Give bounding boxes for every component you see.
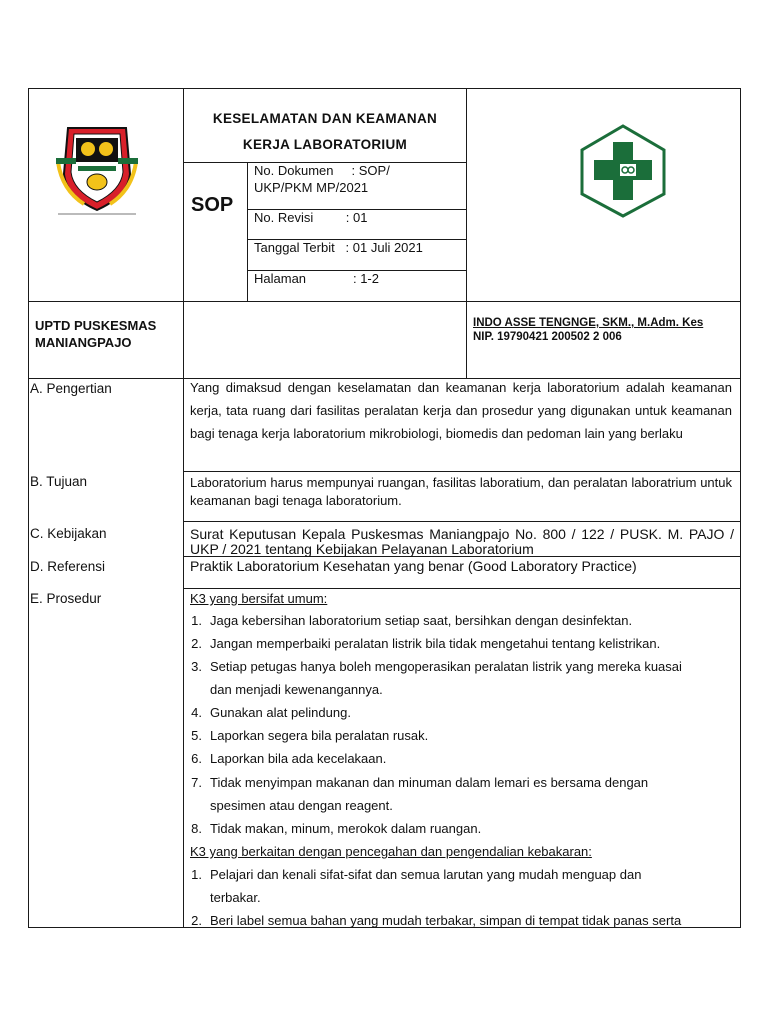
no-dokumen-line1: No. Dokumen : SOP/ — [254, 163, 390, 178]
prosedur-subheading-umum: K3 yang bersifat umum: — [190, 591, 328, 606]
list-item-continuation: terbakar. — [210, 890, 261, 905]
list-item: Pelajari dan kenali sifat-sifat dan semua larutan yang mudah menguap dan — [210, 867, 642, 882]
halaman: Halaman : 1-2 — [254, 271, 379, 286]
table-border-right — [740, 88, 741, 928]
section-c-text: Surat Keputusan Kepala Puskesmas Maniangpajo No. 800 / 122 / PUSK. M. PAJO / UKP / 2021 tentang Kebijakan Pelayanan Laboratorium — [190, 526, 734, 557]
list-number: 8. — [191, 821, 202, 836]
divider — [466, 88, 467, 378]
section-e-label: E. Prosedur — [30, 591, 102, 606]
tanggal-terbit: Tanggal Terbit : 01 Juli 2021 — [254, 240, 423, 255]
list-number: 3. — [191, 659, 202, 674]
list-number: 1. — [191, 867, 202, 882]
document-title-line1: KESELAMATAN DAN KEAMANAN — [212, 111, 438, 126]
no-revisi: No. Revisi : 01 — [254, 210, 368, 225]
table-border-left — [28, 88, 29, 928]
list-item: Jangan memperbaiki peralatan listrik bila tidak mengetahui tentang kelistrikan. — [210, 636, 661, 651]
list-item: Jaga kebersihan laboratorium setiap saat, bersihkan dengan desinfektan. — [210, 613, 633, 628]
list-item: Laporkan bila ada kecelakaan. — [210, 751, 387, 766]
section-d-text: Praktik Laboratorium Kesehatan yang benar (Good Laboratory Practice) — [190, 558, 637, 574]
list-item: Tidak menyimpan makanan dan minuman dalam lemari es bersama dengan — [210, 775, 649, 790]
section-c-label: C. Kebijakan — [30, 526, 107, 541]
divider — [28, 301, 741, 302]
section-b-label: B. Tujuan — [30, 474, 88, 489]
divider — [183, 88, 184, 928]
list-item: Laporkan segera bila peralatan rusak. — [210, 728, 429, 743]
signer-nip: NIP. 19790421 200502 2 006 — [473, 331, 622, 343]
regency-crest-logo — [54, 122, 140, 216]
org-name-line2: MANIANGPAJO — [35, 335, 132, 350]
list-number: 6. — [191, 751, 202, 766]
divider — [183, 471, 741, 472]
list-number: 5. — [191, 728, 202, 743]
list-item: Setiap petugas hanya boleh mengoperasikan peralatan listrik yang mereka kuasai — [210, 659, 682, 674]
list-number: 2. — [191, 913, 202, 928]
list-number: 4. — [191, 705, 202, 720]
org-name-line1: UPTD PUSKESMAS — [35, 318, 157, 333]
list-item-continuation: spesimen atau dengan reagent. — [210, 798, 393, 813]
sop-label: SOP — [191, 194, 234, 216]
list-item-continuation: dan menjadi kewenangannya. — [210, 682, 383, 697]
list-item: Tidak makan, minum, merokok dalam ruangan. — [210, 821, 482, 836]
signer-name: INDO ASSE TENGNGE, SKM., M.Adm. Kes — [473, 317, 704, 329]
prosedur-subheading-kebakaran: K3 yang berkaitan dengan pencegahan dan pengendalian kebakaran: — [190, 844, 592, 859]
list-item: Gunakan alat pelindung. — [210, 705, 351, 720]
section-d-label: D. Referensi — [30, 559, 106, 574]
list-item: Beri label semua bahan yang mudah terbakar, simpan di tempat tidak panas serta — [210, 913, 682, 928]
puskesmas-logo — [578, 124, 668, 218]
no-dokumen-line2: UKP/PKM MP/2021 — [254, 180, 369, 195]
list-number: 1. — [191, 613, 202, 628]
list-number: 7. — [191, 775, 202, 790]
section-a-text: Yang dimaksud dengan keselamatan dan keamanan kerja laboratorium adalah keamanan kerja, tata ruang dari fasilitas peralatan kerja dan prosedur yang digunakan untuk keamanan bagi tenaga kerja laboratorium mikrobiologi, biomedis dan pedoman lain yang berlaku — [190, 380, 732, 441]
document-title-line2: KERJA LABORATORIUM — [242, 137, 408, 152]
section-a-label: A. Pengertian — [30, 381, 112, 396]
divider — [183, 588, 741, 589]
list-number: 2. — [191, 636, 202, 651]
divider — [183, 521, 741, 522]
section-b-text: Laboratorium harus mempunyai ruangan, fasilitas laboratium, dan peralatan laboratrium untuk keamanan bagi tenaga laboratorium. — [190, 475, 732, 508]
divider — [247, 162, 248, 301]
table-border-top — [28, 88, 741, 89]
